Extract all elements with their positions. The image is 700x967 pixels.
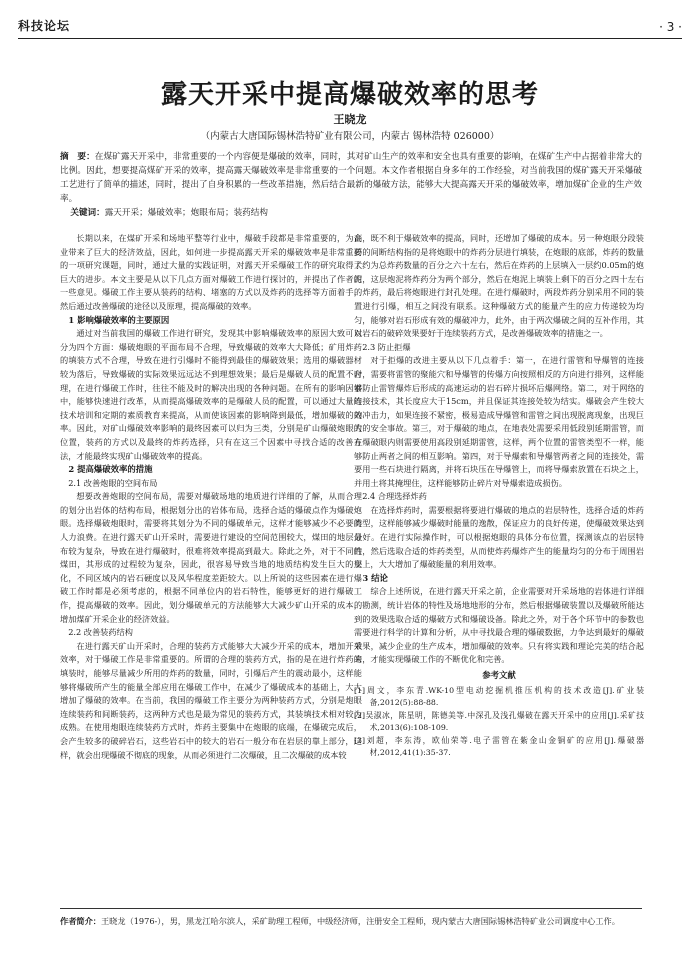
section-2-1-paragraph: 想要改善炮眼的空间布局，需要对爆破场地的地质进行详细的了解，从而合理的划分出岩体的结构布局，根据划分出的岩体布局，选择合适的爆破点作为爆破炮眼。选择爆破炮眼时，需要将其划分为不同的爆破单元，这样才能够减少不必要的人力浪费。在进行露天矿山开采时，需要进行建设的空间范围较大，煤田的地层分布较为复杂，导致在进行爆破时，很难将效率提高到最大。除此之外，对于不同的煤田，其形成的过程较为复杂，因此，很容易导致当地的地质结构发生巨大的变化，不同区域内的岩石硬度以及风华程度差距较大。以上所说的这些因素在进行爆破工作时都是必须考虑的，根据不同单位内的岩石特性，能够更好的进行爆破工作，提高爆破的效率。因此，划分爆破单元的方法能够大大减少矿山开采的成本，增加煤矿开采企业的经济效益。 bbox=[60, 491, 362, 624]
right-column bbox=[354, 232, 644, 760]
section-2-2-heading: 2.2 改善装药结构 bbox=[68, 627, 133, 638]
reference-item: [2]吴淑冰，陈星明，陈德美等.中深孔及浅孔爆破在露天开采中的应用[J].采矿技术,2013(6):108-109. bbox=[354, 710, 644, 733]
journal-name: 科技论坛 bbox=[18, 19, 71, 33]
section-3-heading: 3 结论 bbox=[362, 572, 388, 583]
left-column bbox=[60, 232, 362, 762]
author-bio-footnote bbox=[60, 908, 642, 928]
running-header bbox=[18, 12, 682, 39]
author-affiliation: （内蒙古大唐国际锡林浩特矿业有限公司，内蒙古 锡林浩特 026000） bbox=[200, 131, 500, 142]
references-heading: 参考文献 bbox=[482, 670, 516, 680]
abstract-body bbox=[60, 150, 642, 206]
section-2-1-heading: 2.1 改善炮眼的空间布局 bbox=[68, 477, 158, 488]
section-2-2-paragraph: 在进行露天矿山开采时，合理的装药方式能够大大减少开采的成本，增加开采效率，对于爆破工作是非常重要的。所谓的合理的装药方式，指的是在进行炸药的填装时，能够尽量减少所用的炸药的数量，同时，引爆后产生的震动最小，这样能够将爆破所产生的能量全部应用在爆破工作中，在减少了爆破成本的基础上，大大增加了爆破的效率。在当前，我国的爆破工作主要分为两种装药方式，分别是炮眼连续装药和间断装药，这两种方式也是最为常见的装药方式，其装填技术相对较为成熟。在使用炮眼连续装药方式时，炸药主要集中在炮眼的底端，在爆破完成后，会产生较多的破碎岩石，这些岩石中的较大的岩石一般分布在岩层的靠上部分，这样，就会出现爆破不彻底的现象，从而必须进行二次爆破，且二次爆破的成本较 bbox=[60, 640, 362, 760]
reference-item: [1]周文，李东青.WK-10型电动挖掘机推压机构的技术改造[J].矿业装备,2012(5):88-88. bbox=[354, 685, 644, 708]
paper-title: 露天开采中提高爆破效率的思考 bbox=[160, 80, 539, 110]
author-bio-label: 作者简介： bbox=[60, 916, 101, 926]
section-2-3-paragraph: 对于拒爆的改进主要从以下几点着手：第一，在进行雷管和导爆管的连接时，需要将雷管的聚能穴和导爆管的传爆方向按照相反的方向进行排列，这样能够防止雷管爆炸后形成的高速运动的岩石碎片损坏后爆网络。第二，对于网络的连接技术，其长度应大于15cm，并且保证其连接处较为结实。爆破会产生较大的冲击力，如果连接不紧密，极易造成导爆管和雷管之间出现脱离现象，出现巨大的安全事故。第三，对于爆破的地点，在地表处需要采用低段别延期雷管，而在爆破眼内则需要使用高段别延期雷管，这样，两个位置的雷管类型不一样，能够防止两者之间的相互影响。第四，对于导爆索和导爆管两者之间的连接处，需要用一些石块进行隔离，并将石块压在导爆管上，而将导爆索放置在石块之上，并用土将其掩埋住，这样能够防止碎片对导爆索造成损伤。 bbox=[354, 355, 644, 488]
section-2-4-heading: 2.4 合理选择炸药 bbox=[362, 491, 427, 502]
author-name: 王晓龙 bbox=[333, 113, 367, 126]
section-1-paragraph: 通过对当前我国的爆破工作进行研究，发现其中影响爆破效率的原因大致可以分为四个方面：爆破炮眼的平面布局不合理，导致爆破的效率大大降低；矿用炸药的填装方式不合理，导致在进行引爆时不能得到最佳的爆破效果；选用的爆破器材较为落后，导致爆破的实际效果远远达不到理想效果；最后是爆破人员的配置不合理，在进行爆破工作时，往往不能及时的解决出现的各种问题。在所有的影响因素中，能够快速进行改革，从而提高爆破效率的是爆破人员的配置，可以通过大量的技术培训和定期的素质教育来提高，从而使该因素的影响降到最低，增加爆破的效率。因此，对矿山爆破效率影响的最终因素可以归为三类，分别是矿山爆破炮眼的位置，装药的方式以及最终的炸药选择，只有在这三个因素中寻找合适的改善方法，才能最终实现矿山爆破效率的提高。 bbox=[60, 328, 362, 461]
keywords bbox=[60, 206, 642, 220]
abstract-label: 摘 要： bbox=[60, 152, 95, 162]
section-3-paragraph: 综合上述所说，在进行露天开采之前，企业需要对开采场地的岩体进行详细的勘测，统计岩体的特性及场地地形的分布，然后根据爆破装置以及爆破所能达到的效果选取合适的爆破方式和爆破设备。除此之外，对于各个环节中的参数也需要进行科学的计算和分析，从中寻找最合理的爆破数据，力争达到最好的爆破效果，减少企业的生产成本，增加爆破的效率。只有将实践和理论完美的结合起来，才能实现爆破工作的不断优化和完善。 bbox=[354, 586, 644, 665]
page-number: · 3 · bbox=[659, 20, 682, 34]
author-bio-text: 王晓龙（1976-），男，黑龙江哈尔滨人，采矿助理工程师，中级经济师，注册安全工程师，现内蒙古大唐国际锡林浩特矿业公司调度中心工作。 bbox=[100, 916, 620, 926]
keywords-text: 露天开采；爆破效率；炮眼布局；装药结构 bbox=[104, 208, 268, 218]
section-2-2-continued: 高，既不利于爆破效率的提高，同时，还增加了爆破的成本。另一种炮眼分段装药的间断结构指的是将炮眼中的炸药分层进行填装，在炮眼的底部，炸药的数量大约为总炸药数量的百分之六十左右，然后在炸药的上层填入一层约0.05m的炮泥，这层炮泥将炸药分为两个部分，然后在炮泥上填装上剩下的百分之四十左右的炸药，最后将炮眼进行封孔处理。在进行爆破时，两段炸药分别采用不同的装置进行引爆，相互之间没有联系。这种爆破方式的能量产生的应力传递较为均匀，能够对岩石形成有效的爆破冲力，此外，由于两次爆破之间的互补作用，其对岩石的破碎效果要好于连续装药方式，是改善爆破效率的措施之一。 bbox=[354, 233, 644, 339]
abstract-text: 在煤矿露天开采中，非常重要的一个内容便是爆破的效率，同时，其对矿山生产的效率和安全也具有重要的影响，在煤矿生产中占据着非常大的比例。因此，想要提高煤矿开采的效率，提高露天爆破效率是非常重要的一个问题。本文作者根据自身多年的工作经验，对当前我国的煤矿露天开采爆破工艺进行了简单的描述，同时，提出了自身积累的一些改革措施，然后结合最新的爆破方法，能够大大提高露天开采的爆破效率，增加煤矿企业的生产效率。 bbox=[60, 152, 642, 204]
intro-paragraph: 长期以来，在煤矿开采和场地平整等行业中，爆破手段都是非常重要的，为企业带来了巨大的经济效益，因此，如何进一步提高露天开采的爆破效率是非常重要的一项研究课题，同时，通过大量的实践证明，对露天开采爆破工作的研究取得了巨大的进步。本文主要是从以下几点方面对爆破工作进行探讨的，并提出了作者的一些意见。爆破工作主要从装药的结构、堵塞的方式以及炸药的选择等方面着手，然后通过改善爆破的途径以及原理，提高爆破的效率。 bbox=[60, 233, 362, 311]
section-1-heading: 1 影响爆破效率的主要原因 bbox=[68, 314, 170, 325]
keywords-label: 关键词： bbox=[70, 208, 105, 218]
section-2-4-paragraph: 在选择炸药时，需要根据将要进行爆破的地点的岩层特性，选择合适的炸药类型，这样能够减少爆破时能量的逸散，保证应力的良好传递，使爆破效果达到最好。在进行实际操作时，可以根据炮眼的具体分布位置，探测该点的岩层特性，然后选取合适的炸药类型，从而使炸药爆炸产生的能量均匀的分布于周围岩层上，大大增加了爆破能量的利用效率。 bbox=[354, 504, 644, 570]
section-2-heading: 2 提高爆破效率的措施 bbox=[68, 464, 153, 475]
abstract bbox=[60, 150, 642, 220]
reference-item: [3]刘超，李东涛，欧仙荣等.电子雷管在紫金山金铜矿的应用[J].爆破器材,2012,41(1):35-37. bbox=[354, 735, 644, 758]
section-2-3-heading: 2.3 防止拒爆 bbox=[362, 341, 411, 352]
